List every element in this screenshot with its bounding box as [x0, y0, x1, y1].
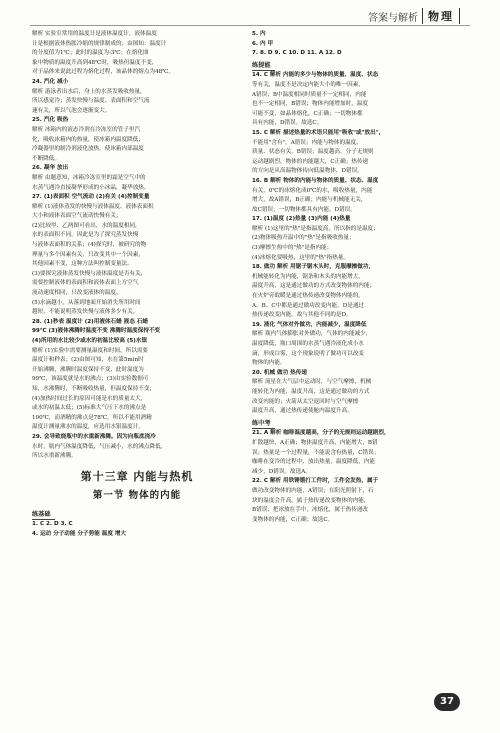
text-line: 做功改变物体的内能，A错误；在阳光照射下，石: [252, 487, 374, 494]
text-line: (4)所用的水比较少或水的初温比较高 (5)水银: [32, 338, 148, 344]
text-line: 改变内能的；火箭从太空返回时与空气摩擦: [252, 398, 359, 405]
text-line: 99℃，该温度就是水的沸点；(3)由实验数据可: [32, 376, 149, 383]
text-line: (4)加热时间过长的原因可能是水的质量太大，: [32, 395, 147, 402]
page-header: [368, 6, 460, 26]
text-line: 24. 汽化 减小: [32, 78, 69, 85]
text-line: 20. 机械 做功 热传递: [252, 369, 307, 376]
text-line: 对于晶体来说此过程为熔化过程，该晶体的熔点为48℃。: [32, 69, 175, 76]
text-line: 知，水沸腾时，不断吸收热量，但温度保持不变；: [32, 385, 156, 392]
left-column: [32, 30, 242, 540]
text-line: 物体的内能。: [252, 360, 286, 367]
text-line: 解析 (1)这里的"热"是指温度高，所以指的是温度；: [252, 225, 379, 232]
text-line: 越短，不能说明蒸发快慢与液体多少有关。: [32, 309, 139, 316]
text-line: 解析 实验室常用的温度计是液体温度计，液体温度: [32, 31, 157, 37]
text-line: 故C错误；一切物体都具有内能，D错误。: [252, 206, 356, 213]
text-line: 可能不变，如晶体熔化，C正确；一切物体都: [252, 110, 363, 117]
text-line: 99℃ (3)液体沸腾时温度不变 沸腾时温度保持不变: [32, 328, 161, 335]
text-line: 解析 流星在大气层中运动时，与空气摩擦，机械: [252, 379, 372, 386]
text-line: 变物体的内能，C正确；故选C。: [252, 516, 334, 523]
text-line: (5)水滴越小，从落到地面开始消失所用时间: [32, 299, 141, 306]
text-line: 26. 凝华 放出: [32, 165, 69, 172]
text-line: 滴，形成白雾，这个现象说明了做功可以改变: [252, 350, 364, 357]
text-line: 有关，0℃的冰熔化成0℃的水，吸收热量，内能: [252, 187, 373, 194]
right-column: [252, 30, 470, 525]
text-line: 解析 瓶内气体膨胀对外做功，气体的内能减少，: [252, 331, 372, 338]
text-line: 流动速度相同，只改变液体的温度。: [32, 290, 122, 297]
text-line: 能转化为内能，温度升高，这是通过做功的方式: [252, 388, 370, 395]
text-line: 解析 (1)液体蒸发的快慢与液体温度、液体表面积: [32, 203, 154, 210]
text-line: 29. 会导致烧瓶中的水重新沸腾。因为向瓶底浇冷: [32, 433, 156, 440]
text-line: 所以感觉冷；蒸发快慢与温度、表面积和空气流: [32, 98, 150, 105]
text-line: 减少，D错误。故选A。: [252, 468, 311, 475]
text-line: 扩散越快，A正确；物体温度升高，内能增大，B错: [252, 439, 378, 446]
text-line: 质量、状态有关，B错误；温度越高，分子无规则: [252, 149, 374, 156]
text-line: 与液体表面积的关系；(4)探究时，被研究的物: [32, 242, 147, 249]
text-line: 在火炉旁取暖是通过热传递改变物体内能的。: [252, 293, 364, 300]
section-header-row: [252, 417, 470, 430]
text-line: 温度降低，瓶口周围的水蒸气遇冷液化成小水: [252, 341, 364, 347]
text-line: 水时，瓶内气体温度降低，气压减小，水的沸点降低，: [32, 443, 167, 450]
text-line: 计是根据液体热胀冷缩的规律制成的；由图知：温度计: [32, 40, 167, 47]
text-line: (3)要探究液体蒸发快慢与液体温度是否有关，: [32, 270, 147, 277]
text-line: 16. B 解析 物体的内能与物体的质量、状态、温度: [252, 177, 379, 184]
text-line: 大小和液体表面空气流动快慢有关；: [32, 213, 122, 220]
text-line: 不能用"含有"，A错误；内能与物体的温度、: [252, 139, 362, 146]
text-line: (2)物体吸热升温中的"热"是指吸收热量；: [252, 235, 355, 242]
text-line: 5. 内: [252, 31, 266, 37]
text-line: 速有关，所以气泡会逐渐变大。: [32, 107, 111, 114]
text-line: 100℃，而酒精的沸点是78℃，所以不能用酒精: [32, 414, 152, 421]
text-line: 解析 冰箱内的液态冷剂在冷冻室的管子里汽: [32, 126, 141, 133]
text-line: 解析 (1)实验中需要测量温度和时间，所以需要: [32, 347, 148, 354]
text-line: 17. (1)温度 (2)热量 (3)内能 (4)热量: [252, 216, 351, 223]
text-line: 27. (1)表面积 空气流动 (2)有关 (4)控制变量: [32, 194, 150, 201]
text-line: 也不一定相同，B错误；物体内能增加时，温度: [252, 101, 368, 108]
right-column-lines: [252, 30, 470, 525]
text-line: 解析 游泳者出水后，身上的水蒸发吸收热量，: [32, 88, 146, 95]
page-number: 37: [434, 693, 460, 711]
text-line: 18. 做功 解析 用锯子锯木头时，克服摩擦做功，: [252, 264, 375, 271]
header-rule: [30, 25, 470, 26]
text-line: 温度升高，这是通过做功的方式改变物体的内能；: [252, 283, 376, 290]
text-line: 温度计测量沸水的温度，应选用水银温度计。: [32, 424, 144, 431]
text-line: 化，吸收冰箱内的热量，使冰箱内温度降低；: [32, 136, 144, 143]
text-line: (3)摩擦生热中的"热"是指内能；: [252, 245, 333, 252]
text-line: 6. 内 甲: [252, 40, 274, 47]
text-line: 1. C 2. D 3. C: [32, 521, 73, 528]
text-line: 机械能转化为内能，锯条和木头的内能增大，: [252, 273, 364, 280]
text-line: 理量与多个因素有关，只改变其中一个因素，: [32, 251, 144, 258]
section-header-row: [252, 59, 470, 72]
text-line: 误；热量是一个过程量，不能说含有热量，C错误；: [252, 449, 380, 456]
text-line: 需要控制液体的表面积和液体表面上方空气: [32, 280, 139, 287]
text-line: 4. 运动 分子动能 分子势能 温度 增大: [32, 530, 127, 537]
text-line: 7. 8. D 9. C 10. D 11. A 12. D: [252, 50, 342, 57]
left-column-tail: [32, 508, 242, 540]
section-header-row: [32, 508, 242, 521]
text-line: (2)比较甲、乙两图可看出，水的温度相同，: [32, 222, 141, 229]
text-line: 21. A 解析 咖啡温度越高，分子的无规则运动越剧烈，: [252, 430, 390, 437]
text-line: 等有关，温度不是决定内能大小的唯一因素，: [252, 81, 364, 88]
text-line: (4)冰熔化要吸热，这里的"热"指热量。: [252, 254, 349, 261]
text-line: 热传递改变内能。故与其他不同的是D。: [252, 312, 352, 319]
text-line: 或水的初温太低；(5)标准大气压下水的沸点是: [32, 405, 147, 412]
section-header: 练基础: [32, 510, 55, 521]
text-line: 14. C 解析 内能的多少与物体的质量、温度、状态: [252, 72, 379, 79]
text-line: 其他因素不变，这种方法叫控制变量法。: [32, 261, 133, 268]
text-line: 运动越剧烈，物体的内能越大，C正确；热传递: [252, 158, 369, 165]
text-line: A、B、C中都是通过做功改变内能，D是通过: [252, 302, 365, 309]
text-line: 块的温度会升高，属于热传递改变物体的内能，: [252, 497, 370, 504]
text-line: 15. C 解析 描述热量的术语只能用"吸收"或"放出"，: [252, 129, 385, 136]
text-line: 温度升高，通过热传递使舱内温度升高。: [252, 408, 353, 415]
chapter-title: 第十三章 内能与热机: [80, 469, 194, 483]
text-line: 不断降低。: [32, 155, 60, 162]
text-line: 咖啡在变冷的过程中，放出热量，温度降低，内能: [252, 459, 376, 466]
left-column-lines: [32, 30, 242, 462]
text-line: A错误；B中温度相同时质量不一定相同，内能: [252, 91, 367, 98]
text-line: 增大，故A错误，B正确；内能与机械能无关，: [252, 197, 367, 204]
text-line: 22. C 解析 用铁锤锻打工件时，工件会发热，属于: [252, 478, 379, 485]
text-line: 的方向是从高温物体传向低温物体，D错误。: [252, 168, 363, 175]
text-line: 水的表面积不同，因此是为了探究蒸发快慢: [32, 232, 139, 239]
text-line: 28. (1)秒表 温度计 (2)用液体石蜡 液态 石蜡: [32, 318, 148, 325]
text-line: 的分度值为1℃；此时的温度为-3℃；在熔化图: [32, 50, 149, 57]
text-line: 具有内能，D错误。故选C。: [252, 120, 323, 127]
text-line: 解析 由题意知，冰箱冷冻室里的霜是空气中的: [32, 174, 146, 181]
section-title: 第一节 物体的内能: [92, 489, 182, 501]
text-line: 25. 汽化 吸热: [32, 117, 69, 124]
text-line: 19. 液化 气体对外做功，内能减少，温度降低: [252, 321, 367, 328]
text-line: 开始沸腾，沸腾时温度保持不变，此时温度为: [32, 366, 144, 373]
text-line: B错误；把冰放在手中，冰熔化，属于热传递改: [252, 507, 368, 514]
text-line: 温度计和秒表；(2)由图可知，水在第5min时: [32, 357, 144, 364]
text-line: 水蒸气遇冷直接凝华形成的小冰晶，凝华放热。: [32, 184, 150, 191]
section-header: 练提能: [252, 61, 275, 72]
text-line: 冷凝器里的制冷剂液化放热，使冰箱内部温度: [32, 146, 144, 153]
header-subject: 物理: [422, 8, 460, 24]
header-text: 答案与解析: [368, 12, 418, 24]
section-header: 练中考: [252, 419, 275, 430]
text-line: 所以水重新沸腾。: [32, 453, 77, 460]
text-line: 象中物质的温度升高到48℃时，吸热但温度不变，: [32, 59, 158, 66]
